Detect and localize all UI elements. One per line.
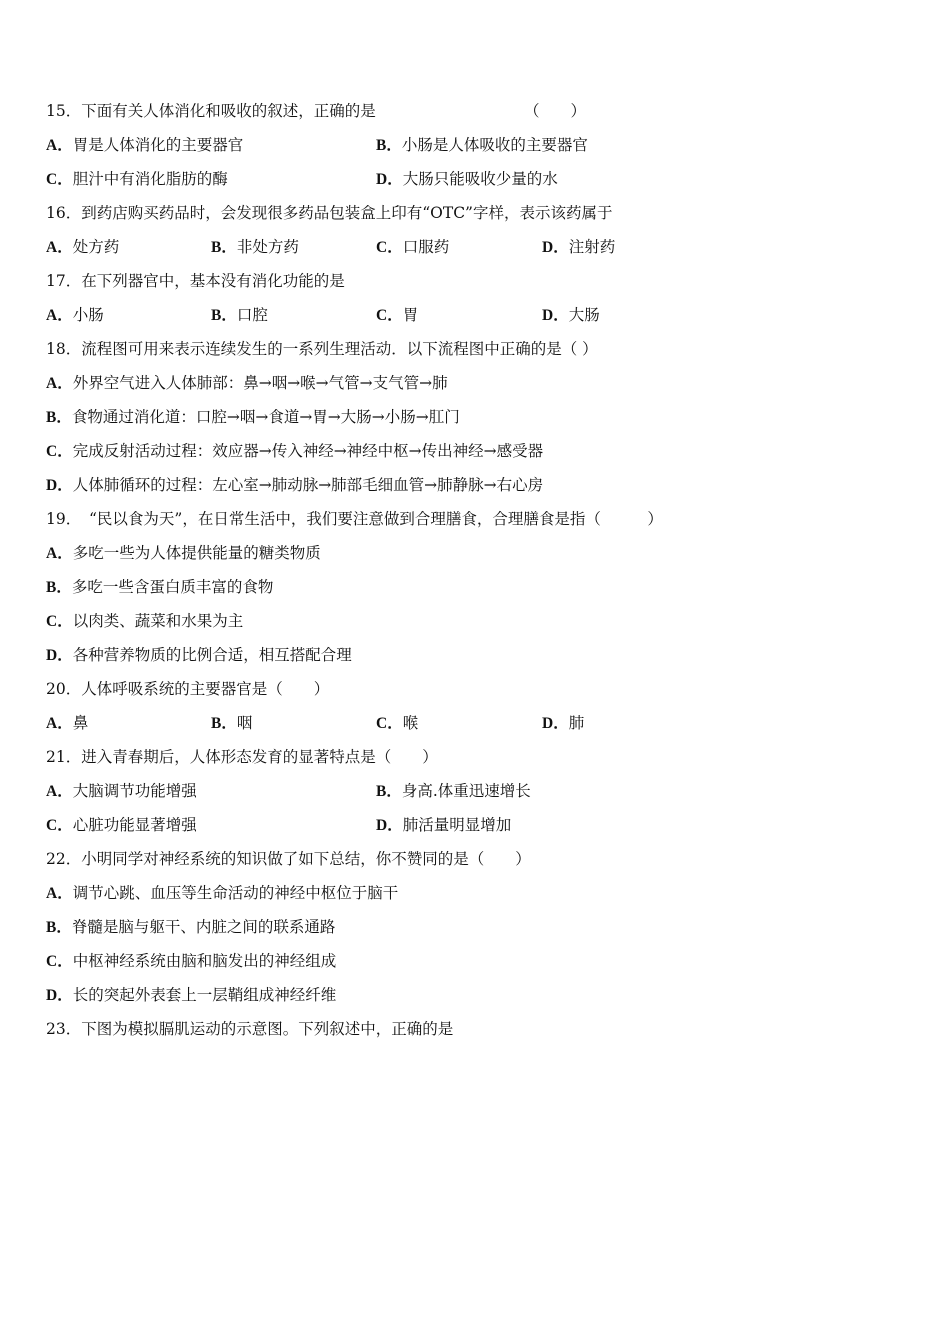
option-d: D．大肠只能吸收少量的水 [376,170,558,188]
option-b: B．非处方药 [211,238,299,256]
question-17 [46,269,345,293]
option-c: C．胆汁中有消化脂肪的酶 [46,170,228,188]
question-23-stem: 23．下图为模拟膈肌运动的示意图。下列叙述中，正确的是 [46,1020,454,1038]
question-16 [46,201,612,225]
option-d: D．人体肺循环的过程：左心室→肺动脉→肺部毛细血管→肺静脉→右心房 [46,476,544,494]
option-b: B．咽 [211,714,253,732]
option-c: C．心脏功能显著增强 [46,816,197,834]
question-21 [46,745,438,769]
option-d: D．注射药 [542,238,616,256]
question-15-stem: 15．下面有关人体消化和吸收的叙述，正确的是 [46,102,376,120]
option-a: A．外界空气进入人体肺部：鼻→咽→喉→气管→支气管→肺 [46,374,448,392]
question-20-stem: 20．人体呼吸系统的主要器官是（ ） [46,680,330,698]
option-d: D．肺 [542,714,585,732]
option-b: B．多吃一些含蛋白质丰富的食物 [46,578,274,596]
answer-paren: （ ） [524,102,587,120]
option-a: A．鼻 [46,714,89,732]
option-a: A．大脑调节功能增强 [46,782,197,800]
question-23 [46,1017,453,1041]
option-c: C．喉 [376,714,419,732]
option-b: B．口腔 [211,306,268,324]
option-a: A．处方药 [46,238,120,256]
question-22-stem: 22．小明同学对神经系统的知识做了如下总结，你不赞同的是（ ） [46,850,531,868]
question-15 [46,99,587,123]
option-c: C．胃 [376,306,419,324]
question-18-stem: 18．流程图可用来表示连续发生的一系列生理活动．以下流程图中正确的是（ ） [46,340,598,358]
question-19 [46,507,663,531]
option-a: A．胃是人体消化的主要器官 [46,136,244,154]
option-b: B．小肠是人体吸收的主要器官 [376,136,588,154]
question-19-stem: 19． “民以食为天”，在日常生活中，我们要注意做到合理膳食，合理膳食是指（ ） [46,510,663,528]
question-21-stem: 21．进入青春期后，人体形态发育的显著特点是（ ） [46,748,438,766]
question-22 [46,847,531,871]
question-20 [46,677,329,701]
option-c: C．完成反射活动过程：效应器→传入神经→神经中枢→传出神经→感受器 [46,442,544,460]
question-17-stem: 17．在下列器官中，基本没有消化功能的是 [46,272,345,290]
question-16-stem: 16．到药店购买药品时，会发现很多药品包装盒上印有“OTC”字样，表示该药属于 [46,204,613,222]
option-c: C．口服药 [376,238,450,256]
question-18 [46,337,598,361]
option-d: D．肺活量明显增加 [376,816,512,834]
option-b: B．脊髓是脑与躯干、内脏之间的联系通路 [46,918,336,936]
option-c: C．中枢神经系统由脑和脑发出的神经组成 [46,952,337,970]
option-c: C．以肉类、蔬菜和水果为主 [46,612,244,630]
option-d: D．长的突起外表套上一层鞘组成神经纤维 [46,986,337,1004]
option-a: A．小肠 [46,306,104,324]
option-d: D．大肠 [542,306,600,324]
option-a: A．调节心跳、血压等生命活动的神经中枢位于脑干 [46,884,399,902]
option-b: B．身高.体重迅速增长 [376,782,531,800]
option-a: A．多吃一些为人体提供能量的糖类物质 [46,544,321,562]
option-d: D．各种营养物质的比例合适，相互搭配合理 [46,646,352,664]
option-b: B．食物通过消化道：口腔→咽→食道→胃→大肠→小肠→肛门 [46,408,460,426]
